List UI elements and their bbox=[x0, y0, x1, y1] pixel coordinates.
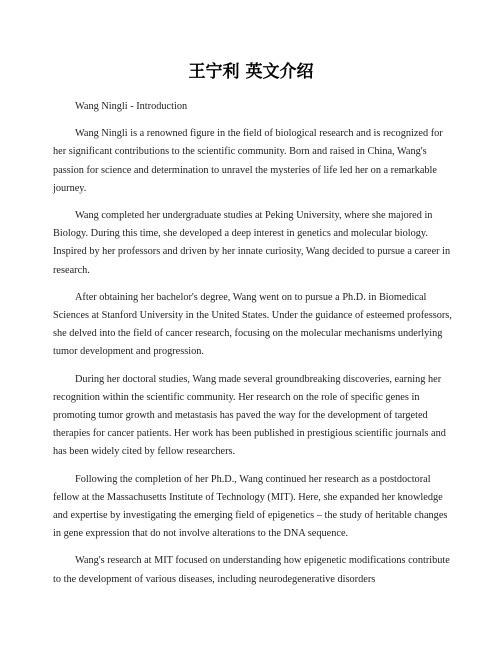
paragraph: Following the completion of her Ph.D., Wang continued her research as a postdoctoral fellow at the Massachusetts Institute of Technology (MIT). Here, she expanded her knowledge and expertise by investigating the emerging field of epigenetics – the study of heritable changes in gene expression that do not involve alterations to the DNA sequence. bbox=[53, 473, 448, 540]
paragraph: After obtaining her bachelor's degree, Wang went on to pursue a Ph.D. in Biomedical Sciences at Stanford University in the United States. Under the guidance of esteemed professors, she delved into the field of cancer research, focusing on the molecular mechanisms underlying tumor development and progression. bbox=[53, 291, 452, 358]
paragraph: During her doctoral studies, Wang made several groundbreaking discoveries, earning her recognition within the scientific community. Her research on the role of specific genes in promoting tumor growth and metastasis has paved the way for the development of targeted therapies for cancer patients. Her work has been published in prestigious scientific journals and has been widely cited by fellow researchers. bbox=[53, 373, 446, 458]
document-body bbox=[53, 98, 453, 598]
subtitle: Wang Ningli - Introduction bbox=[75, 101, 188, 112]
paragraph: Wang completed her undergraduate studies at Peking University, where she majored in Biology. During this time, she developed a deep interest in genetics and molecular biology. Inspired by her professors and driven by her innate curiosity, Wang decided to pursue a career in research. bbox=[53, 210, 451, 276]
paragraph: Wang Ningli is a renowned figure in the field of biological research and is recognized for her significant contributions to the scientific community. Born and raised in China, Wang's passion for science and determination to unravel the mysteries of life led her on a remarkable journey. bbox=[53, 128, 443, 194]
paragraph: Wang's research at MIT focused on understanding how epigenetic modifications contribute to the development of various diseases, including neurodegenerative disorders bbox=[53, 555, 450, 585]
page-title: 王宁利 英文介绍 bbox=[188, 62, 314, 82]
